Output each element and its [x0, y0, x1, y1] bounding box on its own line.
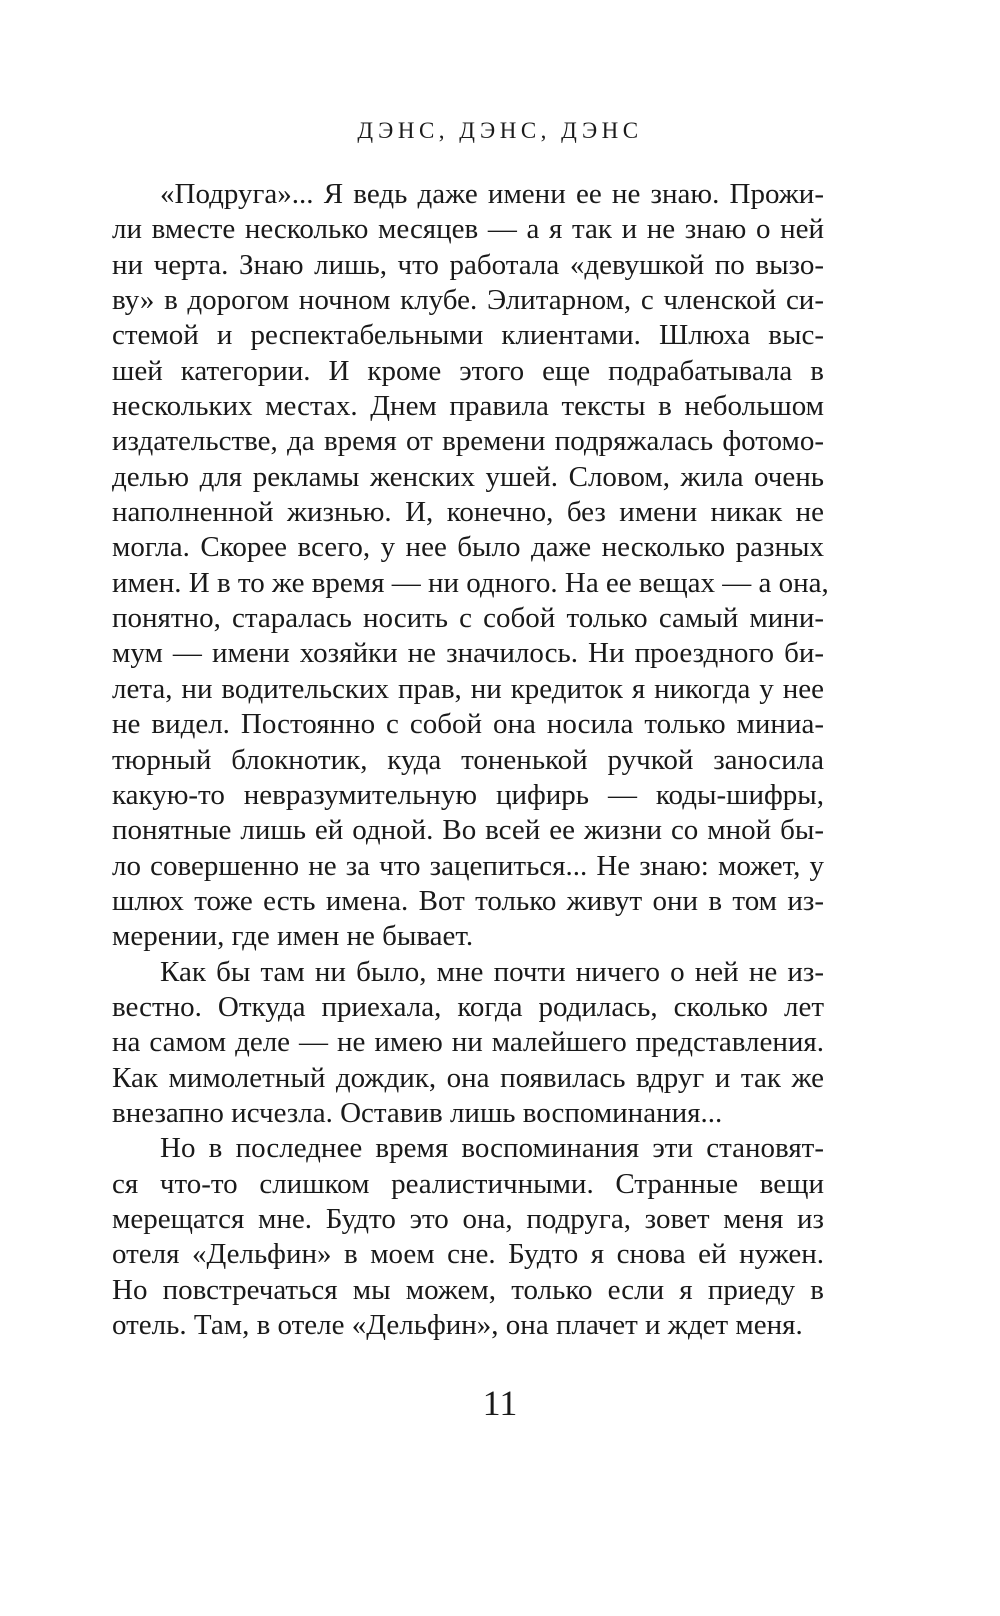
paragraph-2	[112, 955, 824, 1132]
text-line: ни черта. Знаю лишь, что работала «девушкой по вызо-	[112, 248, 824, 281]
text-line: мерещатся мне. Будто это она, подруга, зовет меня из	[112, 1202, 824, 1235]
text-line: Но повстречаться мы можем, только если я приеду в	[112, 1273, 824, 1306]
text-line: на самом деле — не имею ни малейшего представления.	[112, 1026, 824, 1059]
text-line: не видел. Постоянно с собой она носила только миниа-	[112, 708, 824, 741]
text-line: Но в последнее время воспоминания эти становят-	[160, 1132, 824, 1165]
text-line: издательстве, да время от времени подряжалась фотомо-	[112, 425, 824, 458]
text-line: мум — имени хозяйки не значилось. Ни проездного би-	[112, 637, 824, 670]
text-line: внезапно исчезла. Оставив лишь воспоминания...	[112, 1096, 723, 1129]
text-line: наполненной жизнью. И, конечно, без имени никак не	[112, 496, 824, 529]
text-line: какую-то невразумительную цифирь — коды-шифры,	[112, 778, 824, 811]
page-body	[112, 177, 829, 1343]
text-line: лета, ни водительских прав, ни кредиток я никогда у нее	[112, 672, 824, 705]
text-line: отель. Там, в отеле «Дельфин», она плачет и ждет меня.	[112, 1309, 803, 1341]
text-line: шлюх тоже есть имена. Вот только живут они в том из-	[112, 884, 824, 917]
page-number: 11	[482, 1383, 518, 1423]
text-line: мерении, где имен не бывает.	[112, 920, 474, 953]
text-line: имен. И в то же время — ни одного. На ее вещах — а она,	[112, 566, 829, 599]
text-line: отеля «Дельфин» в моем сне. Будто я снова ей нужен.	[112, 1238, 824, 1271]
text-line: ло совершенно не за что зацепиться... Не знаю: может, у	[112, 849, 824, 882]
text-line: «Подруга»... Я ведь даже имени ее не знаю. Прожи-	[160, 178, 824, 210]
paragraph-3	[112, 1131, 824, 1343]
paragraph-1	[112, 177, 829, 955]
text-line: Как мимолетный дождик, она появилась вдруг и так же	[112, 1061, 824, 1094]
text-line: ся что-то слишком реалистичными. Странные вещи	[112, 1167, 824, 1200]
text-line: нескольких местах. Днем правила тексты в небольшом	[112, 390, 824, 423]
text-line: понятно, старалась носить с собой только самый мини-	[112, 602, 824, 635]
text-line: делью для рекламы женских ушей. Словом, жила очень	[112, 460, 824, 493]
text-line: понятные лишь ей одной. Во всей ее жизни со мной бы-	[112, 814, 824, 847]
text-line: вестно. Откуда приехала, когда родилась, сколько лет	[112, 990, 824, 1023]
text-line: стемой и респектабельными клиентами. Шлюха выс-	[112, 319, 824, 352]
text-line: ли вместе несколько месяцев — а я так и не знаю о ней	[112, 213, 824, 246]
text-line: Как бы там ни было, мне почти ничего о ней не из-	[160, 955, 824, 988]
text-line: ву» в дорогом ночном клубе. Элитарном, с членской си-	[112, 284, 824, 317]
text-line: могла. Скорее всего, у нее было даже несколько разных	[112, 531, 824, 564]
text-line: тюрный блокнотик, куда тоненькой ручкой заносила	[112, 743, 824, 776]
text-line: шей категории. И кроме этого еще подрабатывала в	[112, 354, 824, 387]
running-head: ДЭНС, ДЭНС, ДЭНС	[357, 118, 643, 143]
